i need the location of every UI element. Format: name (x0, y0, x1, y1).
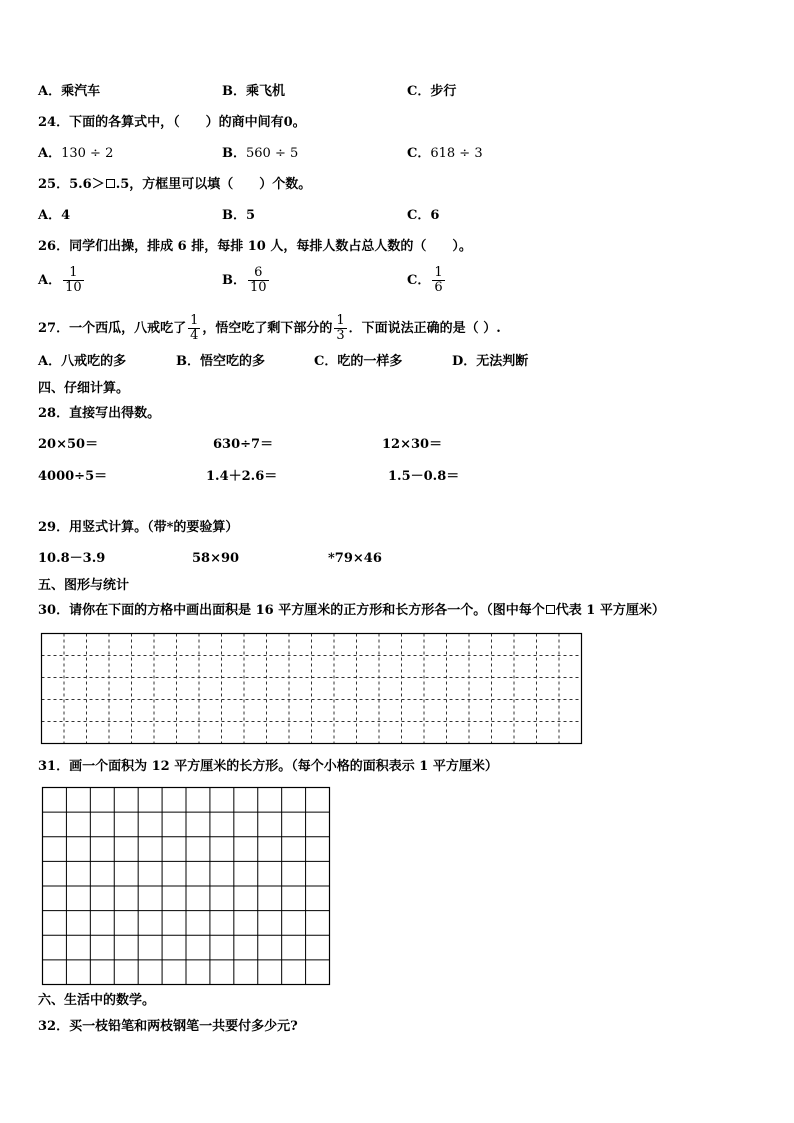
calc-item: 4000÷5＝ (38, 469, 108, 484)
fraction: $\frac{1}{3}$ (336, 313, 345, 343)
calc-item: 20×50＝ (38, 437, 99, 452)
q23-option-a: A．乘汽车 (38, 84, 101, 99)
fraction: $\frac{1}{10}$ (65, 265, 82, 295)
q28-stem: 28．直接写出得数。 (38, 406, 161, 421)
square-box-icon (546, 605, 555, 614)
q27-option-c: C．吃的一样多 (314, 354, 403, 369)
q27-option-a: A．八戒吃的多 (38, 354, 127, 369)
calc-item: 12×30＝ (382, 437, 443, 452)
q25-option-c: C．6 (407, 208, 440, 223)
square-grid[interactable] (41, 786, 331, 986)
section-heading: 六、生活中的数学。 (38, 993, 156, 1008)
section-heading: 五、图形与统计 (38, 578, 130, 593)
q25-stem: 25．5.6＞ .5，方框里可以填（ ）个数。 (38, 177, 312, 192)
q23-option-c: C．步行 (407, 84, 457, 99)
q30-stem: 30．请你在下面的方格中画出面积是 16 平方厘米的正方形和长方形各一个。（图中每个 代表 1 平方厘米） (38, 603, 665, 618)
q27-stem: 27．一个西瓜，八戒吃了 $\frac{1}{4}$ ，悟空吃了剩下部分的 $\frac{1}{3}$ ．下面说法正确的是（ ）. (38, 313, 501, 343)
section-heading: 四、仔细计算。 (38, 381, 130, 396)
calc-item: 58×90 (192, 551, 240, 566)
q24-option-b: B．560 ÷ 5 (222, 146, 299, 161)
calc-item: 1.5－0.8＝ (388, 469, 460, 484)
fraction: $\frac{6}{10}$ (250, 265, 267, 295)
calc-item: 630÷7＝ (213, 437, 274, 452)
dashed-square-grid[interactable] (40, 632, 584, 746)
q26-option-c: C． $\frac{1}{6}$ (407, 265, 443, 295)
calc-item: 10.8－3.9 (38, 551, 106, 566)
q23-option-b: B．乘飞机 (222, 84, 285, 99)
fraction: $\frac{1}{6}$ (434, 265, 443, 295)
q26-stem: 26．同学们出操，排成 6 排，每排 10 人，每排人数占总人数的（ ）。 (38, 239, 472, 254)
q26-option-a: A． $\frac{1}{10}$ (38, 265, 82, 295)
q31-stem: 31．画一个面积为 12 平方厘米的长方形。（每个小格的面积表示 1 平方厘米） (38, 759, 498, 774)
q27-option-d: D．无法判断 (452, 354, 529, 369)
q26-option-b: B． $\frac{6}{10}$ (222, 265, 267, 295)
q25-option-b: B．5 (222, 208, 256, 223)
q24-option-a: A．130 ÷ 2 (38, 146, 114, 161)
calc-item: *79×46 (328, 551, 382, 566)
q24-option-c: C．618 ÷ 3 (407, 146, 483, 161)
q24-stem: 24．下面的各算式中，（ ）的商中间有0。 (38, 115, 306, 130)
q29-stem: 29．用竖式计算。（带*的要验算） (38, 520, 239, 535)
q32-stem: 32．买一枝铅笔和两枝钢笔一共要付多少元? (38, 1019, 298, 1034)
calc-item: 1.4＋2.6＝ (206, 469, 278, 484)
q27-option-b: B．悟空吃的多 (176, 354, 265, 369)
square-box-icon (106, 179, 115, 188)
q25-option-a: A．4 (38, 208, 71, 223)
fraction: $\frac{1}{4}$ (190, 313, 199, 343)
